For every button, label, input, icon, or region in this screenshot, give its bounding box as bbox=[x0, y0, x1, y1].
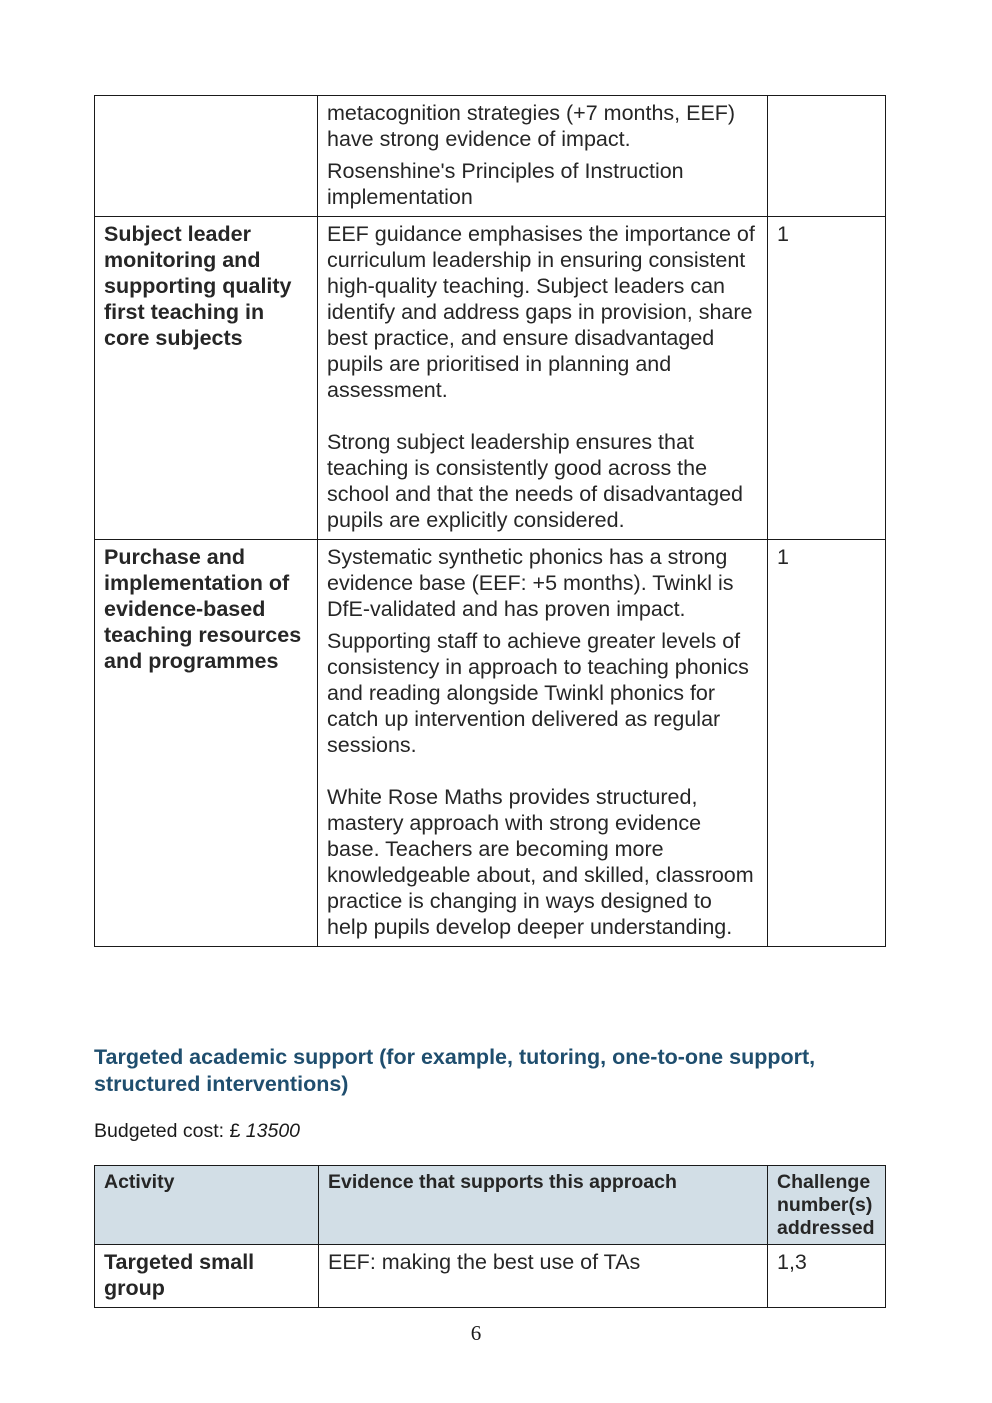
strategy-table-continued bbox=[94, 95, 886, 947]
challenge-cell bbox=[768, 96, 886, 217]
challenge-cell: 1,3 bbox=[768, 1245, 886, 1308]
page-number: 6 bbox=[470, 1321, 482, 1345]
table-row bbox=[95, 217, 886, 540]
activity-cell: Targeted small group bbox=[95, 1245, 319, 1308]
evidence-paragraph: EEF guidance emphasises the importance of curriculum leadership in ensuring consistent high-quality teaching. Subject leaders can identify and address gaps in provision, share best practice, and ensure disadvantaged pupils are prioritised in planning and assessment. bbox=[327, 222, 755, 402]
section-heading: Targeted academic support (for example, tutoring, one-to-one support, structured interventions) bbox=[94, 1045, 816, 1096]
evidence-paragraph: White Rose Maths provides structured, mastery approach with strong evidence base. Teachers are becoming more knowledgeable about, and skilled, classroom practice is changing in ways designed to help pupils develop deeper understanding. bbox=[327, 785, 754, 939]
activity-cell: Purchase and implementation of evidence-based teaching resources and programmes bbox=[95, 540, 318, 947]
table-row bbox=[95, 1245, 886, 1308]
budget-value: 13500 bbox=[245, 1120, 301, 1142]
challenge-cell: 1 bbox=[768, 540, 886, 947]
budget-label: Budgeted cost: £ bbox=[94, 1120, 241, 1142]
evidence-paragraph: Supporting staff to achieve greater levels of consistency in approach to teaching phonics and reading alongside Twinkl phonics for catch up intervention delivered as regular sessions. bbox=[327, 629, 749, 757]
challenge-cell: 1 bbox=[768, 217, 886, 540]
table-header-row bbox=[95, 1166, 886, 1245]
evidence-cell bbox=[318, 96, 768, 217]
evidence-paragraph: Rosenshine's Principles of Instruction implementation bbox=[327, 159, 684, 209]
header-challenge: Challenge number(s) addressed bbox=[768, 1166, 886, 1245]
header-evidence: Evidence that supports this approach bbox=[319, 1166, 768, 1245]
evidence-paragraph: metacognition strategies (+7 months, EEF) have strong evidence of impact. bbox=[327, 101, 736, 151]
budgeted-cost bbox=[94, 1119, 300, 1143]
table-row bbox=[95, 96, 886, 217]
evidence-paragraph: Systematic synthetic phonics has a strong evidence base (EEF: +5 months). Twinkl is DfE-validated and has proven impact. bbox=[327, 545, 734, 621]
evidence-paragraph: Strong subject leadership ensures that teaching is consistently good across the school and that the needs of disadvantaged pupils are explicitly considered. bbox=[327, 430, 743, 532]
evidence-cell bbox=[318, 217, 768, 540]
targeted-support-table bbox=[94, 1165, 886, 1308]
table-row bbox=[95, 540, 886, 947]
evidence-cell: EEF: making the best use of TAs bbox=[319, 1245, 768, 1308]
evidence-cell bbox=[318, 540, 768, 947]
activity-cell: Subject leader monitoring and supporting quality first teaching in core subjects bbox=[95, 217, 318, 540]
header-activity: Activity bbox=[95, 1166, 319, 1245]
activity-cell bbox=[95, 96, 318, 217]
